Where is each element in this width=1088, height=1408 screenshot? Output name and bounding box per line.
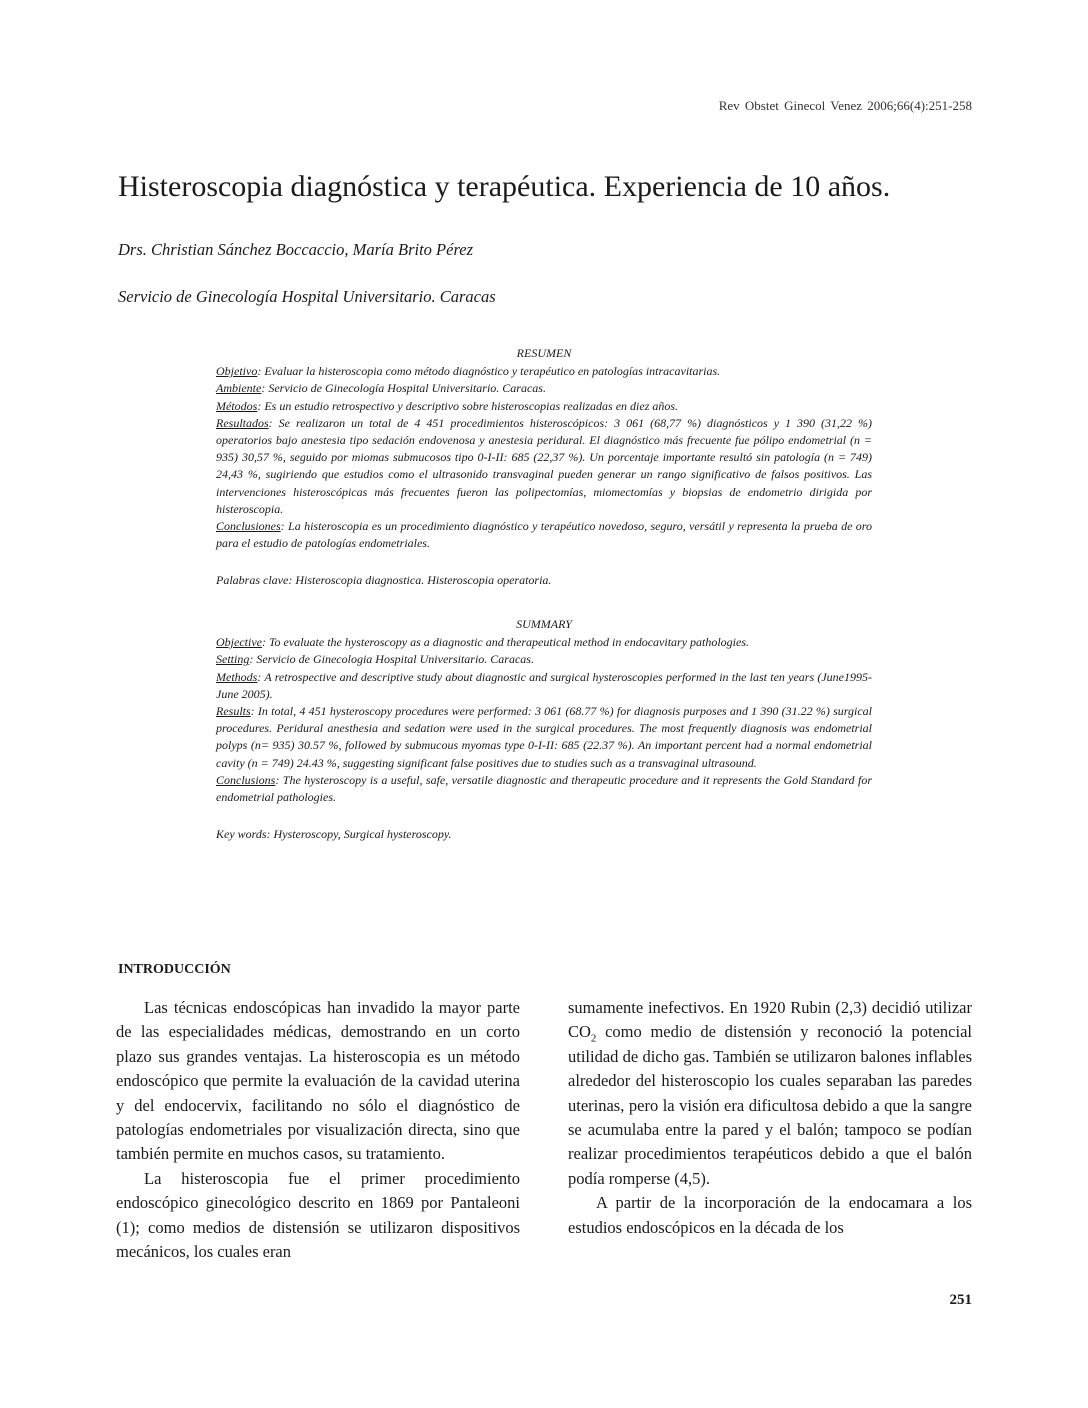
paragraph: A partir de la incorporación de la endocamara a los estudios endoscópicos en la década de los: [568, 1193, 972, 1237]
objetivo-label: Objetivo: [216, 364, 258, 379]
setting-text: : Servicio de Ginecologia Hospital Universitario. Caracas.: [249, 652, 534, 667]
summary-methods: [216, 669, 872, 703]
conclusions-label: Conclusions: [216, 772, 276, 787]
affiliation: Servicio de Ginecología Hospital Universitario. Caracas: [118, 287, 496, 306]
resultados-label: Resultados: [216, 415, 269, 430]
paragraph: La histeroscopia fue el primer procedimiento endoscópico ginecológico descrito en 1869 por Pantaleoni (1); como medios de distensión se utilizaron dispositivos mecánicos, los cuales eran: [116, 1168, 520, 1262]
resumen-heading: RESUMEN: [516, 346, 572, 360]
resumen-metodos: [216, 398, 872, 415]
summary-results: [216, 703, 872, 772]
methods-label: Methods: [216, 669, 258, 684]
paragraph: [568, 996, 972, 1191]
metodos-text: : Es un estudio retrospectivo y descriptivo sobre histeroscopias realizadas en diez años.: [257, 398, 679, 413]
objective-text: : To evaluate the hysteroscopy as a diagnostic and therapeutical method in endocavitary pathologies.: [261, 635, 750, 650]
article-title: Histeroscopia diagnóstica y terapéutica. Experiencia de 10 años.: [118, 170, 891, 203]
methods-text: : A retrospective and descriptive study about diagnostic and surgical hysteroscopies performed in the last ten years (June1995-June 2005).: [216, 669, 872, 701]
metodos-label: Métodos: [216, 398, 258, 413]
summary-heading: SUMMARY: [516, 617, 572, 631]
conclusiones-text: : La histeroscopia es un procedimiento diagnóstico y terapéutico novedoso, seguro, versátil y representa la prueba de oro para el estudio de patologías endometriales.: [216, 519, 872, 551]
paragraph-text: como medio de distensión y reconoció la potencial utilidad de dicho gas. También se utilizaron balones inflables alrededor del histeroscopio los cuales separaban las paredes uterinas, pero la visión era dificultosa debido a que la sangre se acumulaba entre la pared y el balón; tampoco se podían realizar procedimientos terapéuticos debido a que el balón podía romperse (4,5).: [568, 1022, 972, 1188]
resumen-conclusiones: [216, 518, 872, 552]
results-label: Results: [216, 704, 251, 719]
resumen-objetivo: [216, 363, 872, 380]
body-column-left: [116, 996, 520, 1264]
body-column-right: [568, 996, 972, 1240]
objective-label: Objective: [216, 635, 262, 650]
resumen-ambiente: [216, 380, 872, 397]
results-text: : In total, 4 451 hysteroscopy procedures were performed: 3 061 (68.77 %) for diagnosis purposes and 1 390 (31.22 %) surgical procedures. Peridural anesthesia and sedation were used in the surgical procedures. The most frequently diagnosis was endometrial polyps (n= 935) 30.57 %, followed by submucous myomas type 0-I-II: 685 (22.37 %). An important percent had a normal endometrial cavity (n = 749) 24.43 %, suggesting significant false positives due to studies such as a transvaginal ultrasound.: [216, 704, 872, 770]
conclusiones-label: Conclusiones: [216, 519, 281, 534]
resultados-text: : Se realizaron un total de 4 451 procedimientos histeroscópicos: 3 061 (68,77 %) diagnósticos y 1 390 (31,22 %) operatorios bajo anestesia tipo sedación endovenosa y anestesia peridural. El diagnóstico más frecuente fue pólipo endometrial (n = 935) 30,57 %, seguido por miomas submucosos tipo 0-I-II: 685 (22,37 %). Un porcentaje importante resultó sin patología (n = 749) 24,43 %, sugiriendo que estudios como el ultrasonido transvaginal pueden generar un rango significativo de falsos positivos. Las intervenciones histeroscópicas más frecuentes fueron las polipectomías, miomectomías y biopsias de endometrio dirigida por histeroscopia.: [216, 415, 872, 516]
resumen-resultados: [216, 415, 872, 518]
introduction-heading: INTRODUCCIÓN: [118, 962, 231, 977]
paragraph: Las técnicas endoscópicas han invadido la mayor parte de las especialidades médicas, demostrando en un corto plazo sus grandes ventajas. La histeroscopia es un método endoscópico que permite la evaluación de la cavidad uterina y del endocervix, facilitando no sólo el diagnóstico de patologías endometriales por visualización directa, sino que también permite en muchos casos, su tratamiento.: [116, 998, 520, 1164]
resumen-section: [216, 345, 872, 590]
palabras-clave: Palabras clave: Histeroscopia diagnostica. Histeroscopia operatoria.: [216, 573, 552, 588]
authors: Drs. Christian Sánchez Boccaccio, María Brito Pérez: [118, 240, 474, 259]
key-words: Key words: Hysteroscopy, Surgical hysteroscopy.: [216, 827, 452, 842]
subscript: 2: [590, 1032, 597, 1045]
summary-setting: [216, 651, 872, 668]
ambiente-label: Ambiente: [216, 381, 262, 396]
summary-conclusions: [216, 772, 872, 806]
summary-section: [216, 616, 872, 843]
conclusions-text: : The hysteroscopy is a useful, safe, versatile diagnostic and therapeutic procedure and it represents the Gold Standard for endometrial pathologies.: [216, 772, 872, 805]
journal-reference: Rev Obstet Ginecol Venez 2006;66(4):251-258: [718, 98, 972, 113]
setting-label: Setting: [216, 652, 250, 667]
page-number: 251: [949, 1292, 972, 1308]
objetivo-text: : Evaluar la histeroscopia como método diagnóstico y terapéutico en patologías intracavitarias.: [257, 364, 721, 379]
paragraph-text: sumamente inefectivos. En 1920 Rubin (2,3) decidió utilizar CO: [568, 998, 972, 1042]
summary-objective: [216, 634, 872, 651]
ambiente-text: : Servicio de Ginecología Hospital Universitario. Caracas.: [261, 381, 546, 396]
